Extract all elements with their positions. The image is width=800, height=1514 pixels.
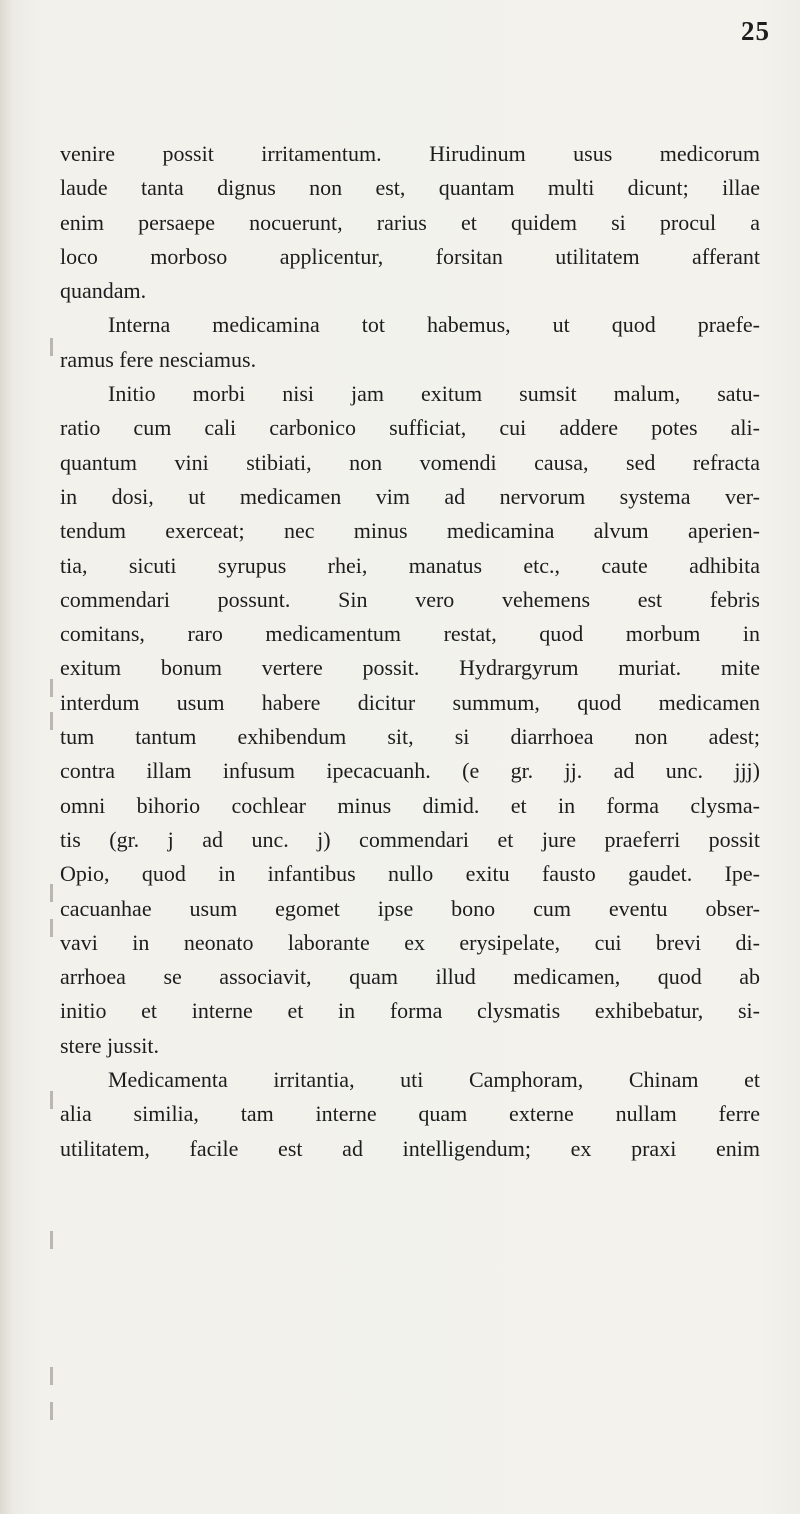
text-line: in dosi, ut medicamen vim ad nervorum systema ver- bbox=[60, 483, 760, 509]
text-line: ratio cum cali carbonico sufficiat, cui addere potes ali- bbox=[60, 415, 760, 441]
page-number: 25 bbox=[741, 16, 770, 46]
margin-mark bbox=[50, 1091, 53, 1109]
text-line: contra illam infusum ipecacuanh. (e gr. jj. ad unc. jjj) bbox=[60, 758, 760, 784]
text-line: Interna medicamina tot habemus, ut quod praefe- bbox=[108, 312, 760, 338]
text-line: vavi in neonato laborante ex erysipelate, cui brevi di- bbox=[60, 929, 760, 955]
text-line: arrhoea se associavit, quam illud medicamen, quod ab bbox=[60, 964, 760, 990]
text-line: tis (gr. j ad unc. j) commendari et jure praeferri possit bbox=[60, 826, 760, 852]
text-line: tendum exerceat; nec minus medicamina alvum aperien- bbox=[60, 518, 760, 544]
text-line: enim persaepe nocuerunt, rarius et quidem si procul a bbox=[60, 209, 760, 235]
text-line: Opio, quod in infantibus nullo exitu fausto gaudet. Ipe- bbox=[60, 861, 760, 887]
text-line: comitans, raro medicamentum restat, quod morbum in bbox=[60, 621, 760, 647]
text-line: Medicamenta irritantia, uti Camphoram, Chinam et bbox=[108, 1067, 760, 1093]
text-line: loco morboso applicentur, forsitan utilitatem afferant bbox=[60, 243, 760, 269]
text-line: tum tantum exhibendum sit, si diarrhoea non adest; bbox=[60, 724, 760, 750]
margin-mark bbox=[50, 679, 53, 697]
text-line: utilitatem, facile est ad intelligendum; ex praxi enim bbox=[60, 1135, 760, 1161]
text-line: cacuanhae usum egomet ipse bono cum eventu obser- bbox=[60, 895, 760, 921]
body-text bbox=[60, 137, 760, 1166]
text-line: quantum vini stibiati, non vomendi causa, sed refracta bbox=[60, 449, 760, 475]
text-line: initio et interne et in forma clysmatis exhibebatur, si- bbox=[60, 998, 760, 1024]
margin-mark bbox=[50, 919, 53, 937]
text-line: quandam. bbox=[60, 278, 147, 304]
text-line: Initio morbi nisi jam exitum sumsit malum, satu- bbox=[108, 381, 760, 407]
text-line: alia similia, tam interne quam externe nullam ferre bbox=[60, 1101, 760, 1127]
margin-mark bbox=[50, 712, 53, 730]
text-line: tia, sicuti syrupus rhei, manatus etc., caute adhibita bbox=[60, 552, 760, 578]
margin-mark bbox=[50, 884, 53, 902]
text-line: ramus fere nesciamus. bbox=[60, 346, 257, 372]
text-line: venire possit irritamentum. Hirudinum usus medicorum bbox=[60, 141, 760, 166]
margin-mark bbox=[50, 338, 53, 356]
margin-mark bbox=[50, 1231, 53, 1249]
text-line: interdum usum habere dicitur summum, quod medicamen bbox=[60, 689, 760, 715]
text-line: laude tanta dignus non est, quantam multi dicunt; illae bbox=[60, 175, 760, 201]
text-line: stere jussit. bbox=[60, 1032, 159, 1058]
margin-mark bbox=[50, 1402, 53, 1420]
text-line: exitum bonum vertere possit. Hydrargyrum muriat. mite bbox=[60, 655, 760, 681]
text-line: commendari possunt. Sin vero vehemens est febris bbox=[60, 586, 760, 612]
margin-mark bbox=[50, 1367, 53, 1385]
text-line: omni bihorio cochlear minus dimid. et in forma clysma- bbox=[60, 792, 760, 818]
